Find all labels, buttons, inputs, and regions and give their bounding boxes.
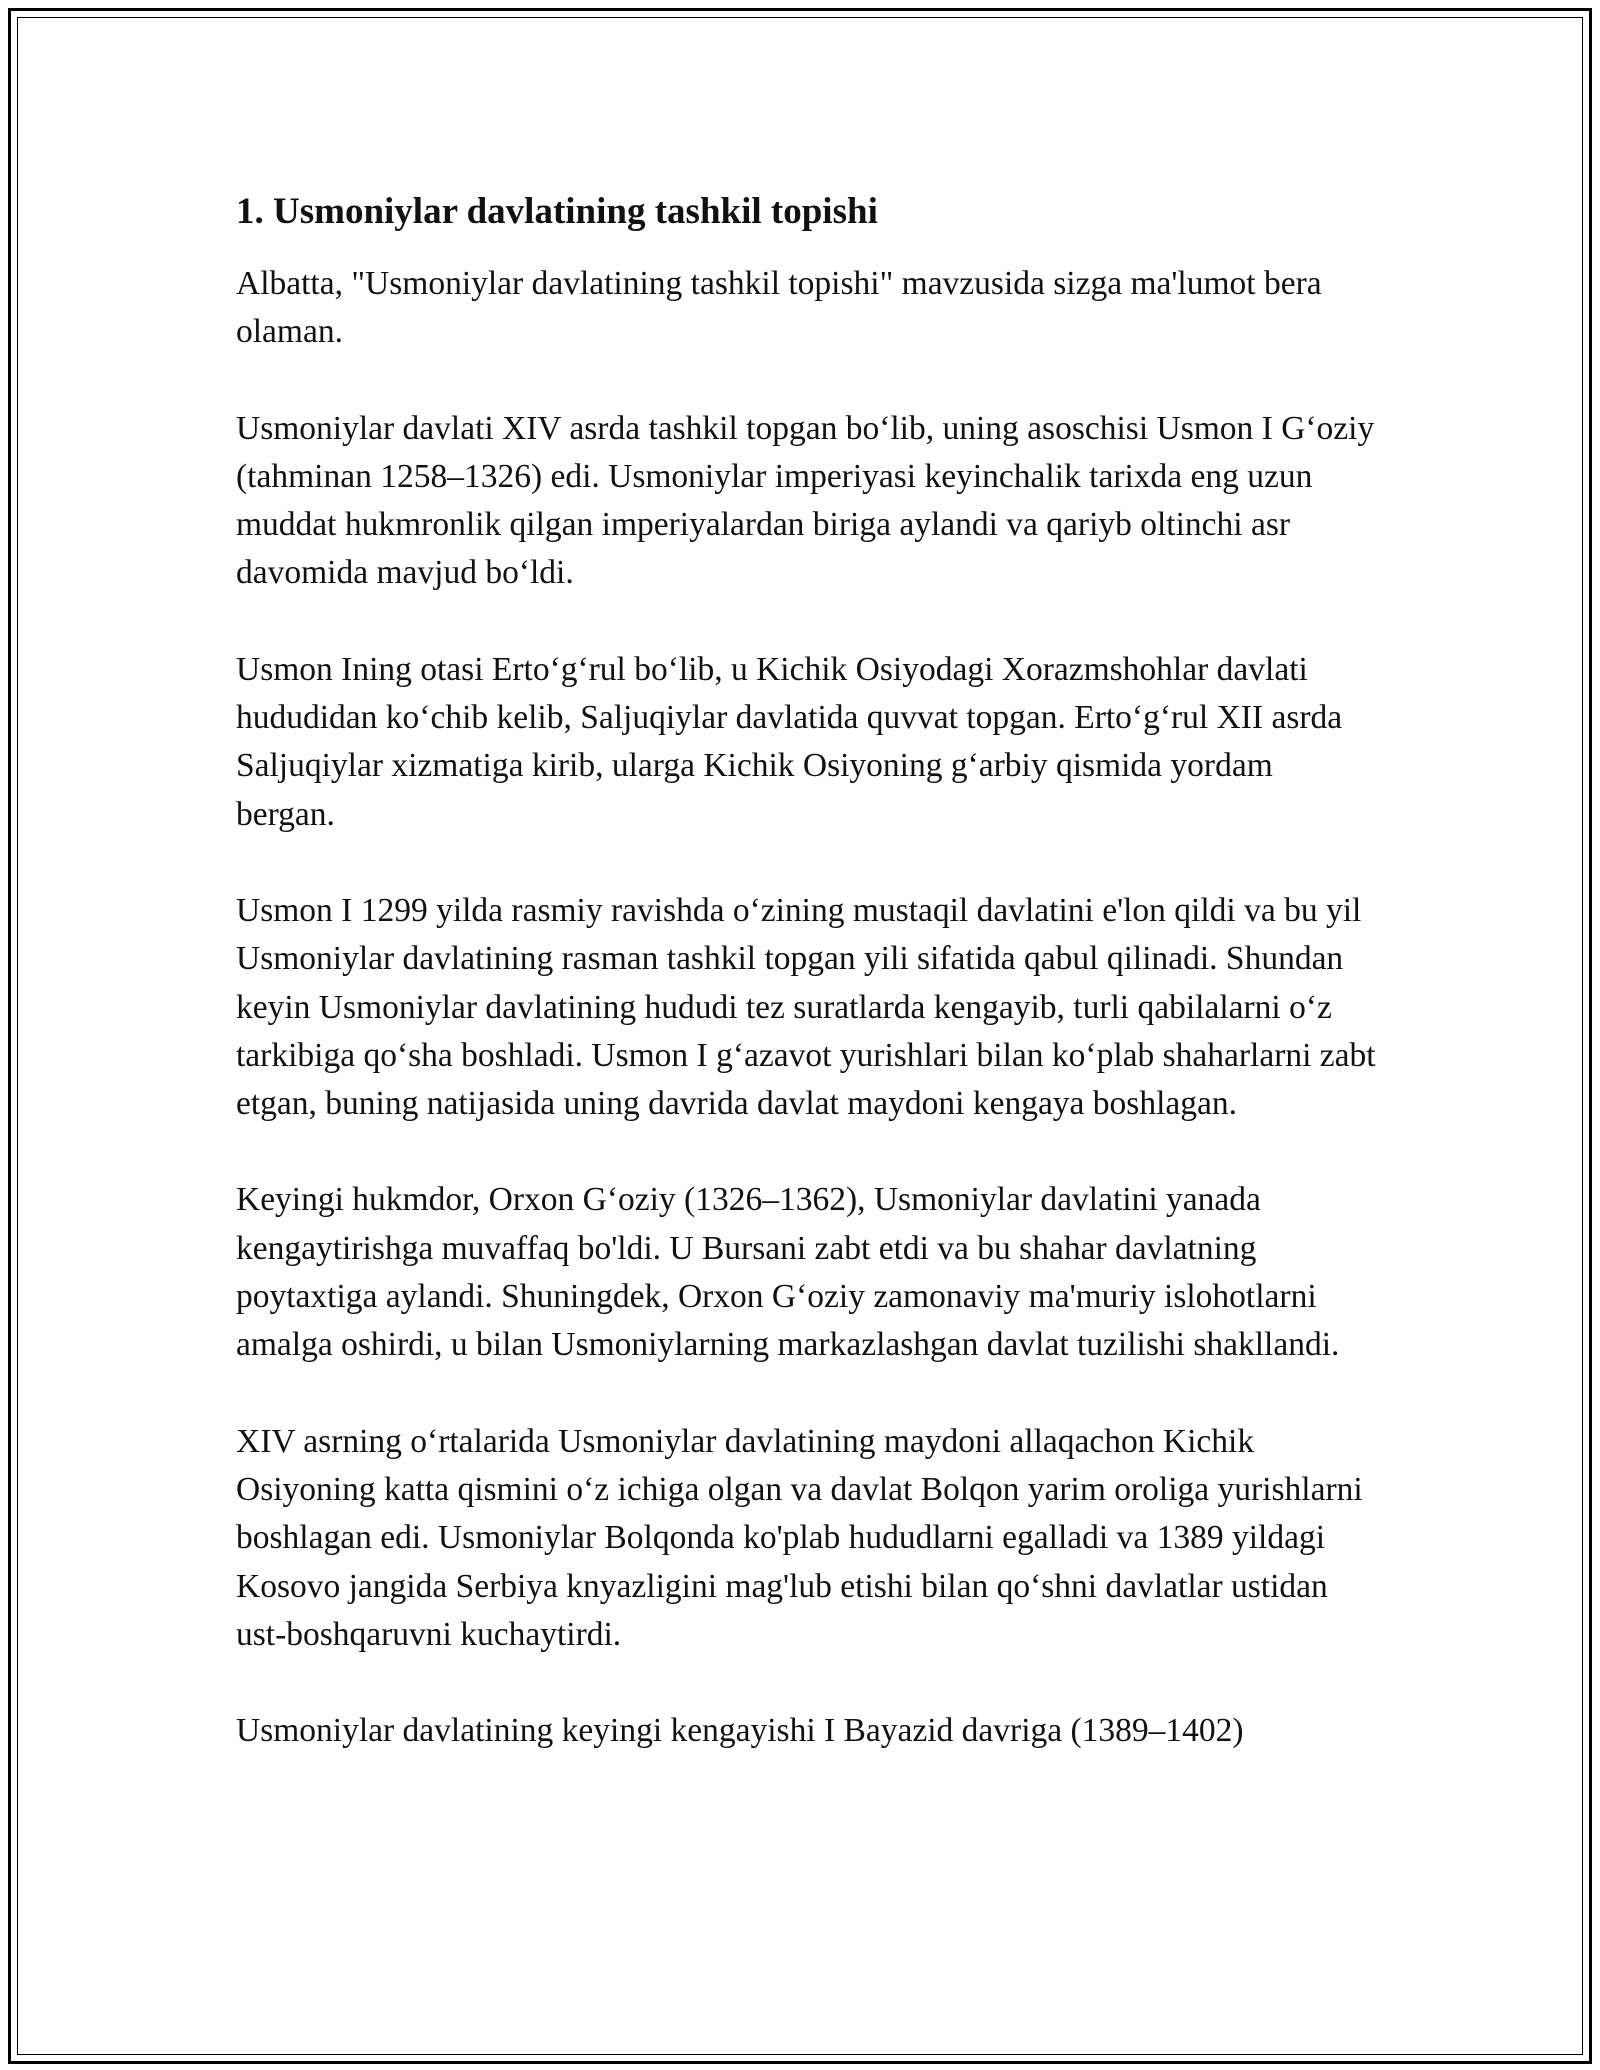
paragraph-intro: Albatta, "Usmoniylar davlatining tashkil topishi" mavzusida sizga ma'lumot bera olaman. xyxy=(236,265,1322,351)
paragraph-bayezid: Usmoniylar davlatining keyingi kengayishi I Bayazid davriga (1389–1402) xyxy=(236,1712,1244,1750)
paragraph-ertogrul: Usmon Ining otasi Erto‘g‘rul bo‘lib, u Kichik Osiyodagi Xorazmshohlar davlati hududidan ko‘chib kelib, Saljuqiylar davlatida quvvat topgan. Erto‘g‘rul XII asrda Saljuqiylar xizmatiga kirib, ularga Kichik Osiyoning g‘arbiy qismida yordam bergan. xyxy=(236,650,1343,833)
paragraph-independence: Usmon I 1299 yilda rasmiy ravishda o‘zining mustaqil davlatini e'lon qildi va bu yil Usmoniylar davlatining rasman tashkil topgan yili sifatida qabul qilinadi. Shundan keyin Usmoniylar davlatining hududi tez suratlarda kengayib, turli qabilalarni o‘z tarkibiga qo‘sha boshladi. Usmon I g‘azavot yurishlari bilan ko‘plab shaharlarni zabt etgan, buning natijasida uning davrida davlat maydoni kengaya boshlagan. xyxy=(236,891,1376,1123)
document-body xyxy=(236,186,1376,1803)
paragraph-balkans: XIV asrning o‘rtalarida Usmoniylar davlatining maydoni allaqachon Kichik Osiyoning katta qismini o‘z ichiga olgan va davlat Bolqon yarim oroliga yurishlarni boshlagan edi. Usmoniylar Bolqonda ko'plab hududlarni egalladi va 1389 yildagi Kosovo jangida Serbiya knyazligini mag'lub etishi bilan qo‘shni davlatlar ustidan ust-boshqaruvni kuchaytirdi. xyxy=(236,1422,1363,1653)
section-heading: 1. Usmoniylar davlatining tashkil topishi xyxy=(236,191,878,232)
paragraph-orhan: Keyingi hukmdor, Orxon G‘oziy (1326–1362), Usmoniylar davlatini yanada kengaytirishga muvaffaq bo'ldi. U Bursani zabt etdi va bu shahar davlatning poytaxtiga aylandi. Shuningdek, Orxon G‘oziy zamonaviy ma'muriy islohotlarni amalga oshirdi, u bilan Usmoniylarning markazlashgan davlat tuzilishi shakllandi. xyxy=(236,1181,1340,1364)
paragraph-founding: Usmoniylar davlati XIV asrda tashkil topgan bo‘lib, uning asoschisi Usmon I G‘oziy (tahminan 1258–1326) edi. Usmoniylar imperiyasi keyinchalik tarixda eng uzun muddat hukmronlik qilgan imperiyalardan biriga aylandi va qariyb oltinchi asr davomida mavjud bo‘ldi. xyxy=(236,409,1375,592)
